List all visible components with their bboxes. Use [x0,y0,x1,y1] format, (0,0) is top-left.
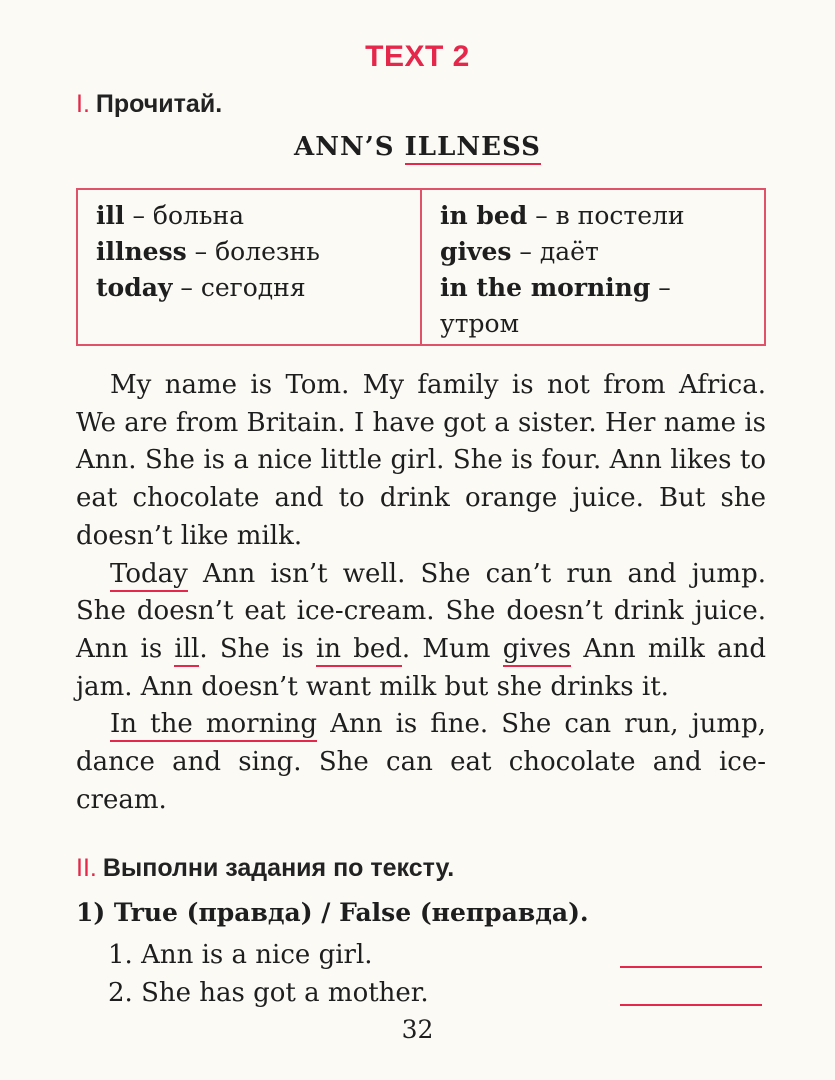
section-2-heading [76,854,454,883]
vocabulary-column-left [78,190,420,344]
answer-line[interactable] [620,1004,762,1006]
underlined-word: Today [110,559,188,592]
task-1-items [108,936,768,1012]
story-paragraph-1: My name is Tom. My family is not from Africa. We are from Britain. I have got a sister. Her name is Ann. She is a nice little girl. She is four. Ann likes to eat chocolate and to drink orange juice. But she doesn’t like milk. [76,370,766,551]
underlined-word: ill [174,634,199,667]
underlined-word: in bed [316,634,402,667]
task-1-title: 1) True (правда) / False (неправда). [76,898,589,927]
story-title-part2: ILLNESS [405,132,541,165]
page-number: 32 [401,1015,434,1044]
vocabulary-column-right [420,190,764,344]
section-1-heading [76,90,222,119]
underlined-word: In the morning [110,709,317,742]
section-1-number: I. [76,90,90,118]
section-2-label: Выполни задания по тексту. [102,854,455,882]
vocab-entry: illness – болезнь [96,237,320,266]
story-paragraph-3: In the morning Ann is fine. She can run, jump, dance and sing. She can eat chocolate and ice-cream. [76,709,766,815]
task-item: 1. Ann is a nice girl. [108,936,768,974]
underlined-word: gives [503,634,571,667]
story-title [0,132,835,162]
answer-line[interactable] [620,966,762,968]
vocab-entry: утром [440,309,520,338]
section-2-number: II. [76,854,97,882]
vocab-entry: gives – даёт [440,237,599,266]
section-1-label: Прочитай. [95,90,223,118]
story-text [76,367,766,819]
vocabulary-table [76,188,766,346]
vocab-entry: in the morning – [440,273,671,302]
text-title: TEXT 2 [365,40,470,73]
story-title-part1: ANN’S [294,132,405,162]
vocab-entry: in bed – в постели [440,201,685,230]
story-paragraph-2: Today Ann isn’t well. She can’t run and jump. She doesn’t eat ice-cream. She doesn’t drink juice. Ann is ill. She is in bed. Mum gives Ann milk and jam. Ann doesn’t want milk but she drinks it. [76,558,766,702]
vocab-entry: today – сегодня [96,273,306,302]
vocab-entry: ill – больна [96,201,245,230]
task-item: 2. She has got a mother. [108,974,768,1012]
